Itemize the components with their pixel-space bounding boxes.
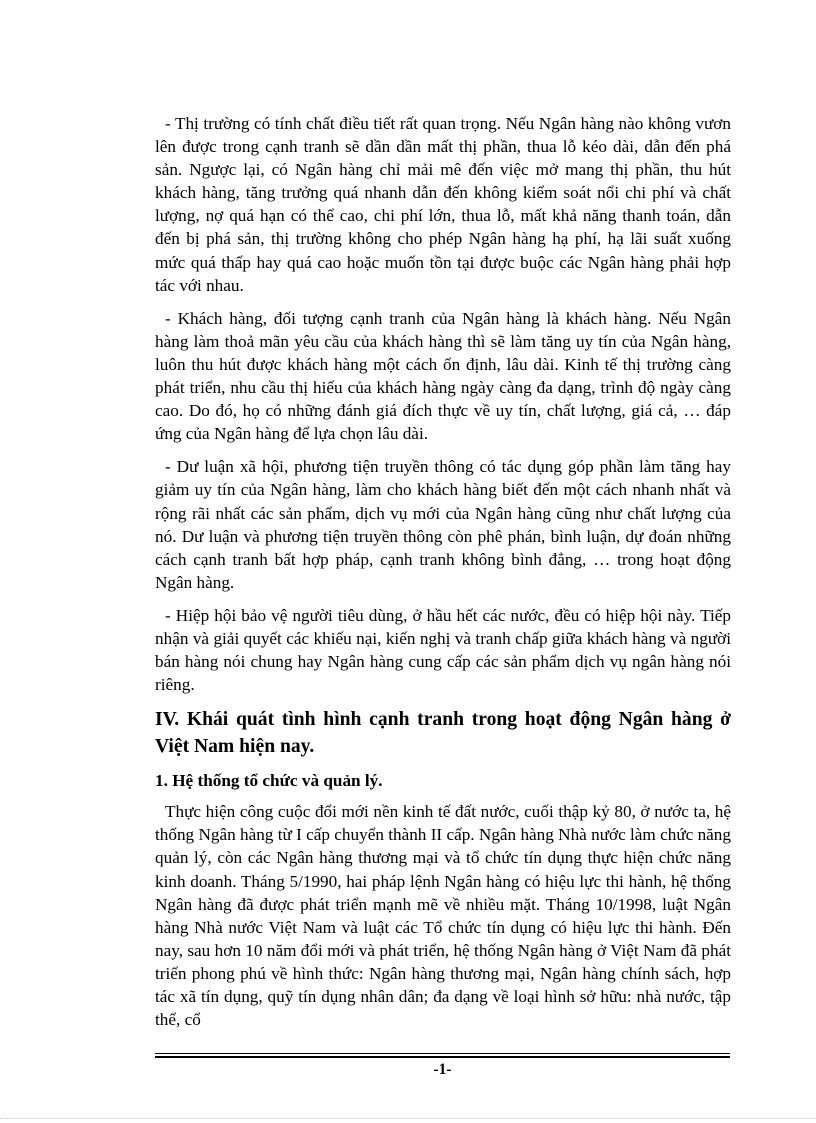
paragraph-organization-management: Thực hiện công cuộc đổi mới nền kinh tế đất nước, cuối thập kỷ 80, ở nước ta, hệ thống Ngân hàng từ I cấp chuyển thành II cấp. Ngân hàng Nhà nước làm chức năng quản lý, còn các Ngân hàng thương mại và tổ chức tín dụng thực hiện chức năng kinh doanh. Tháng 5/1990, hai pháp lệnh Ngân hàng có hiệu lực thi hành, hệ thống Ngân hàng đã được phát triển mạnh mẽ về nhiều mặt. Tháng 10/1998, luật Ngân hàng Nhà nước Việt Nam và luật các Tổ chức tín dụng có hiệu lực thi hành. Đến nay, sau hơn 10 năm đổi mới và phát triển, hệ thống Ngân hàng ở Việt Nam đã phát triển phong phú về hình thức: Ngân hàng thương mại, Ngân hàng chính sách, hợp tác xã tín dụng, quỹ tín dụng nhân dân; đa dạng về loại hình sở hữu: nhà nước, tập thể, cổ bbox=[155, 802, 731, 1030]
paragraph-market-regulation: - Thị trường có tính chất điều tiết rất quan trọng. Nếu Ngân hàng nào không vươn lên được trong cạnh tranh sẽ dần dần mất thị phần, thua lỗ kéo dài, dẫn đến phá sản. Ngược lại, có Ngân hàng chỉ mải mê đến việc mở mang thị phần, thu hút khách hàng, tăng trưởng quá nhanh dẫn đến không kiểm soát nổi chi phí và chất lượng, nợ quá hạn có thể cao, chi phí lớn, thua lỗ, mất khả năng thanh toán, dẫn đến bị phá sản, thị trường không cho phép Ngân hàng hạ phí, hạ lãi suất xuống mức quá thấp hay quá cao hoặc muốn tồn tại được buộc các Ngân hàng phải hợp tác với nhau. bbox=[155, 114, 731, 295]
paragraph-consumer-protection: - Hiệp hội bảo vệ người tiêu dùng, ở hầu hết các nước, đều có hiệp hội này. Tiếp nhận và giải quyết các khiếu nại, kiến nghị và tranh chấp giữa khách hàng và người bán hàng nói chung hay Ngân hàng cung cấp các sản phẩm dịch vụ ngân hàng nói riêng. bbox=[155, 605, 731, 695]
document-body bbox=[155, 112, 731, 1041]
footer-divider-thick bbox=[155, 1056, 730, 1058]
paragraph-public-opinion-media: - Dư luận xã hội, phương tiện truyền thông có tác dụng góp phần làm tăng hay giảm uy tín của Ngân hàng, làm cho khách hàng biết đến một cách nhanh nhất và rộng rãi nhất các sản phẩm, dịch vụ mới của Ngân hàng cũng như chất lượng của nó. Dư luận và phương tiện truyền thông còn phê phán, bình luận, dự đoán những cách cạnh tranh bất hợp pháp, cạnh tranh không bình đẳng, … trong hoạt động Ngân hàng. bbox=[155, 457, 731, 592]
page-number: -1- bbox=[433, 1061, 452, 1078]
page-bottom-edge bbox=[0, 1118, 816, 1119]
section-heading: IV. Khái quát tình hình cạnh tranh trong hoạt động Ngân hàng ở Việt Nam hiện nay. bbox=[155, 709, 731, 758]
paragraph-customers: - Khách hàng, đối tượng cạnh tranh của Ngân hàng là khách hàng. Nếu Ngân hàng làm thoả mãn yêu cầu của khách hàng thì sẽ làm tăng uy tín của Ngân hàng, luôn thu hút được khách hàng một cách ổn định, lâu dài. Kinh tế thị trường càng phát triển, nhu cầu thị hiếu của khách hàng ngày càng đa dạng, trình độ ngày càng cao. Do đó, họ có những đánh giá đích thực về uy tín, chất lượng, giá cả, … đáp ứng của Ngân hàng để lựa chọn lâu dài. bbox=[155, 308, 731, 444]
footer-divider-thin bbox=[155, 1053, 730, 1054]
subsection-heading: 1. Hệ thống tổ chức và quản lý. bbox=[155, 771, 383, 791]
